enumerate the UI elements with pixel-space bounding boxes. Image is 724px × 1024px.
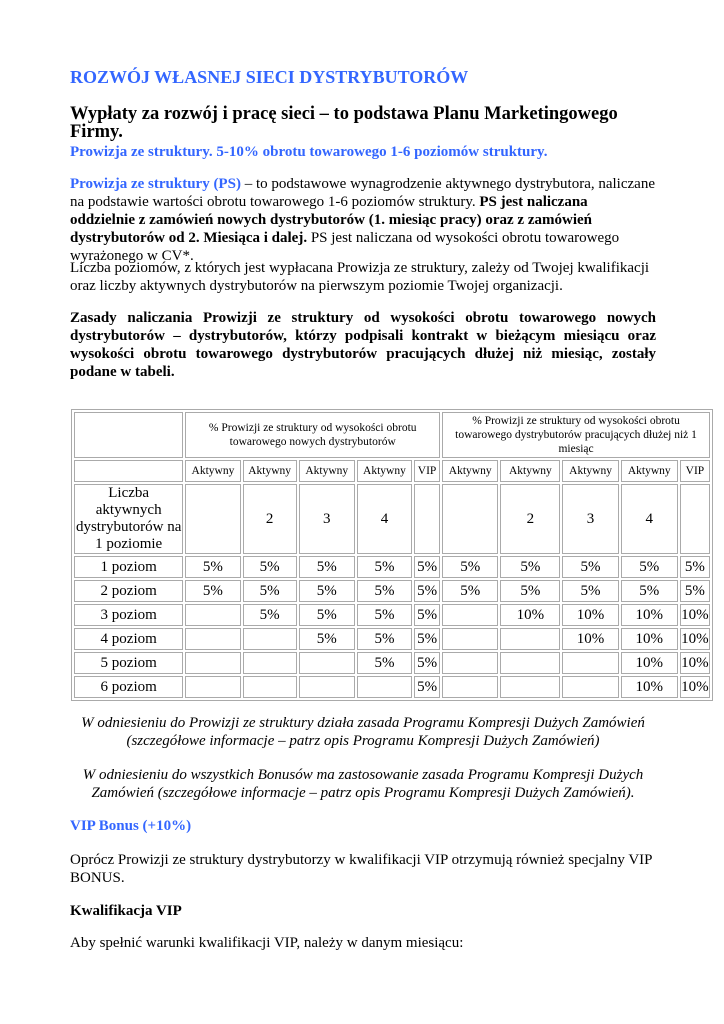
subheader-cell: Aktywny [562, 460, 618, 482]
percent-cell: 10% [500, 604, 560, 626]
percent-cell: 5% [414, 628, 440, 650]
vip-qualification-heading: Kwalifikacja VIP [70, 903, 182, 919]
percent-cell: 5% [299, 580, 355, 602]
count-cell: 2 [243, 484, 297, 554]
percent-cell: 5% [357, 628, 412, 650]
ps-bold-text: PS jest naliczana oddzielnie z zamówień nowych dystrybutorów (1. miesiąc pracy) oraz z zamówień dystrybutorów od 2. Miesiąca i dalej. [70, 194, 592, 246]
table-corner-cell [74, 460, 183, 482]
table-group-header-row [74, 412, 710, 458]
percent-cell: 5% [299, 604, 355, 626]
percent-cell: 5% [414, 556, 440, 578]
percent-cell: 10% [621, 676, 678, 698]
percent-cell: 10% [562, 628, 618, 650]
percent-cell [500, 652, 560, 674]
percent-cell [185, 652, 240, 674]
percent-cell: 5% [680, 556, 710, 578]
percent-cell [562, 676, 618, 698]
percent-cell: 5% [442, 580, 498, 602]
percent-cell: 10% [680, 676, 710, 698]
percent-cell [243, 628, 297, 650]
percent-cell [185, 628, 240, 650]
percent-cell [562, 652, 618, 674]
subheader-cell: VIP [414, 460, 440, 482]
count-label: Liczba aktywnych dystrybutorów na 1 poziomie [75, 485, 182, 552]
count-cell: 4 [621, 484, 678, 554]
table-corner-cell [74, 412, 183, 458]
percent-cell [185, 676, 240, 698]
percent-cell: 10% [562, 604, 618, 626]
level-label: 3 poziom [74, 604, 183, 626]
percent-cell: 5% [414, 676, 440, 698]
percent-cell: 5% [621, 580, 678, 602]
ps-text-end: PS jest naliczana od wysokości obrotu towarowego wyrażonego w CV*. [70, 230, 620, 264]
commission-table [71, 409, 713, 701]
percent-cell: 5% [243, 580, 297, 602]
paragraph-vip-conditions: Aby spełnić warunki kwalifikacji VIP, należy w danym miesiącu: [70, 935, 464, 951]
percent-cell: 5% [185, 580, 240, 602]
percent-cell: 5% [299, 556, 355, 578]
level-label: 2 poziom [74, 580, 183, 602]
count-cell: 4 [357, 484, 412, 554]
subheader-cell: Aktywny [185, 460, 240, 482]
percent-cell: 5% [357, 580, 412, 602]
percent-cell: 10% [621, 652, 678, 674]
percent-cell: 5% [414, 580, 440, 602]
table-row [74, 676, 710, 698]
paragraph-vip-bonus: Oprócz Prowizji ze struktury dystrybutorzy w kwalifikacji VIP otrzymują również specjalny VIP BONUS. [70, 852, 652, 886]
percent-cell: 5% [562, 580, 618, 602]
percent-cell: 10% [621, 628, 678, 650]
subheader-cell: Aktywny [357, 460, 412, 482]
subheader-cell: VIP [680, 460, 710, 482]
percent-cell [299, 652, 355, 674]
percent-cell: 10% [680, 652, 710, 674]
table-count-row [74, 484, 710, 554]
table-row [74, 652, 710, 674]
ps-text: – to podstawowe wynagrodzenie aktywnego dystrybutora, naliczane na podstawie wartości obrotu towarowego 1-6 poziomów struktury. [70, 176, 655, 210]
percent-cell: 5% [562, 556, 618, 578]
table-row [74, 604, 710, 626]
percent-cell [243, 652, 297, 674]
percent-cell [442, 604, 498, 626]
paragraph-ps-definition [70, 175, 656, 265]
percent-cell: 10% [680, 628, 710, 650]
percent-cell: 5% [357, 604, 412, 626]
count-cell [680, 484, 710, 554]
percent-cell: 5% [500, 580, 560, 602]
paragraph-rules: Zasady naliczania Prowizji ze struktury od wysokości obrotu towarowego nowych dystrybutorów – dystrybutorów, którzy podpisali kontrakt w bieżącym miesiącu oraz wysokości obrotu towarowego dystrybutorów pracujących dłużej niż miesiąc, zostały podane w tabeli. [70, 310, 656, 380]
percent-cell: 5% [243, 604, 297, 626]
percent-cell: 5% [357, 556, 412, 578]
percent-cell [243, 676, 297, 698]
table-row [74, 556, 710, 578]
percent-cell: 5% [621, 556, 678, 578]
vip-bonus-heading: VIP Bonus (+10%) [70, 818, 192, 834]
subheader-cell: Aktywny [243, 460, 297, 482]
count-cell: 2 [500, 484, 560, 554]
section-heading-commission: Prowizja ze struktury. 5-10% obrotu towarowego 1-6 poziomów struktury. [70, 144, 548, 160]
percent-cell: 10% [680, 604, 710, 626]
table-row [74, 628, 710, 650]
percent-cell: 5% [414, 652, 440, 674]
subheader-cell: Aktywny [500, 460, 560, 482]
level-label: 5 poziom [74, 652, 183, 674]
level-label: 4 poziom [74, 628, 183, 650]
percent-cell [185, 604, 240, 626]
percent-cell: 5% [414, 604, 440, 626]
count-cell [442, 484, 498, 554]
note-compression-commission: W odniesieniu do Prowizji ze struktury działa zasada Programu Kompresji Dużych Zamówień (szczegółowe informacje – patrz opis Programu Kompresji Dużych Zamówień) [81, 715, 645, 749]
percent-cell: 5% [442, 556, 498, 578]
note-compression-bonuses: W odniesieniu do wszystkich Bonusów ma zastosowanie zasada Programu Kompresji Dużych Zamówień (szczegółowe informacje – patrz opis Programu Kompresji Dużych Zamówień). [82, 767, 644, 801]
percent-cell: 5% [185, 556, 240, 578]
percent-cell [442, 628, 498, 650]
percent-cell [357, 676, 412, 698]
percent-cell: 5% [500, 556, 560, 578]
percent-cell: 5% [680, 580, 710, 602]
level-label: 1 poziom [74, 556, 183, 578]
group-header-new: % Prowizji ze struktury od wysokości obrotu towarowego nowych dystrybutorów [185, 412, 440, 458]
percent-cell [442, 676, 498, 698]
count-cell [414, 484, 440, 554]
group-header-existing: % Prowizji ze struktury od wysokości obrotu towarowego dystrybutorów pracujących dłużej niż 1 miesiąc [442, 412, 710, 458]
percent-cell [500, 628, 560, 650]
percent-cell: 5% [243, 556, 297, 578]
percent-cell: 10% [621, 604, 678, 626]
percent-cell: 5% [299, 628, 355, 650]
subheader-cell: Aktywny [442, 460, 498, 482]
table-subheader-row [74, 460, 710, 482]
count-cell: 3 [562, 484, 618, 554]
percent-cell [299, 676, 355, 698]
percent-cell [442, 652, 498, 674]
count-cell: 3 [299, 484, 355, 554]
subheader-cell: Aktywny [299, 460, 355, 482]
level-label: 6 poziom [74, 676, 183, 698]
document-title: ROZWÓJ WŁASNEJ SIECI DYSTRYBUTORÓW [70, 67, 469, 87]
subtitle: Wypłaty za rozwój i pracę sieci – to podstawa Planu Marketingowego Firmy. [70, 104, 618, 142]
count-cell [185, 484, 240, 554]
percent-cell [500, 676, 560, 698]
percent-cell: 5% [357, 652, 412, 674]
paragraph-levels: Liczba poziomów, z których jest wypłacana Prowizja ze struktury, zależy od Twojej kwalifikacji oraz liczby aktywnych dystrybutorów na pierwszym poziomie Twojej organizacji. [70, 260, 650, 294]
subheader-cell: Aktywny [621, 460, 678, 482]
ps-term: Prowizja ze struktury (PS) [70, 176, 241, 192]
table-row [74, 580, 710, 602]
